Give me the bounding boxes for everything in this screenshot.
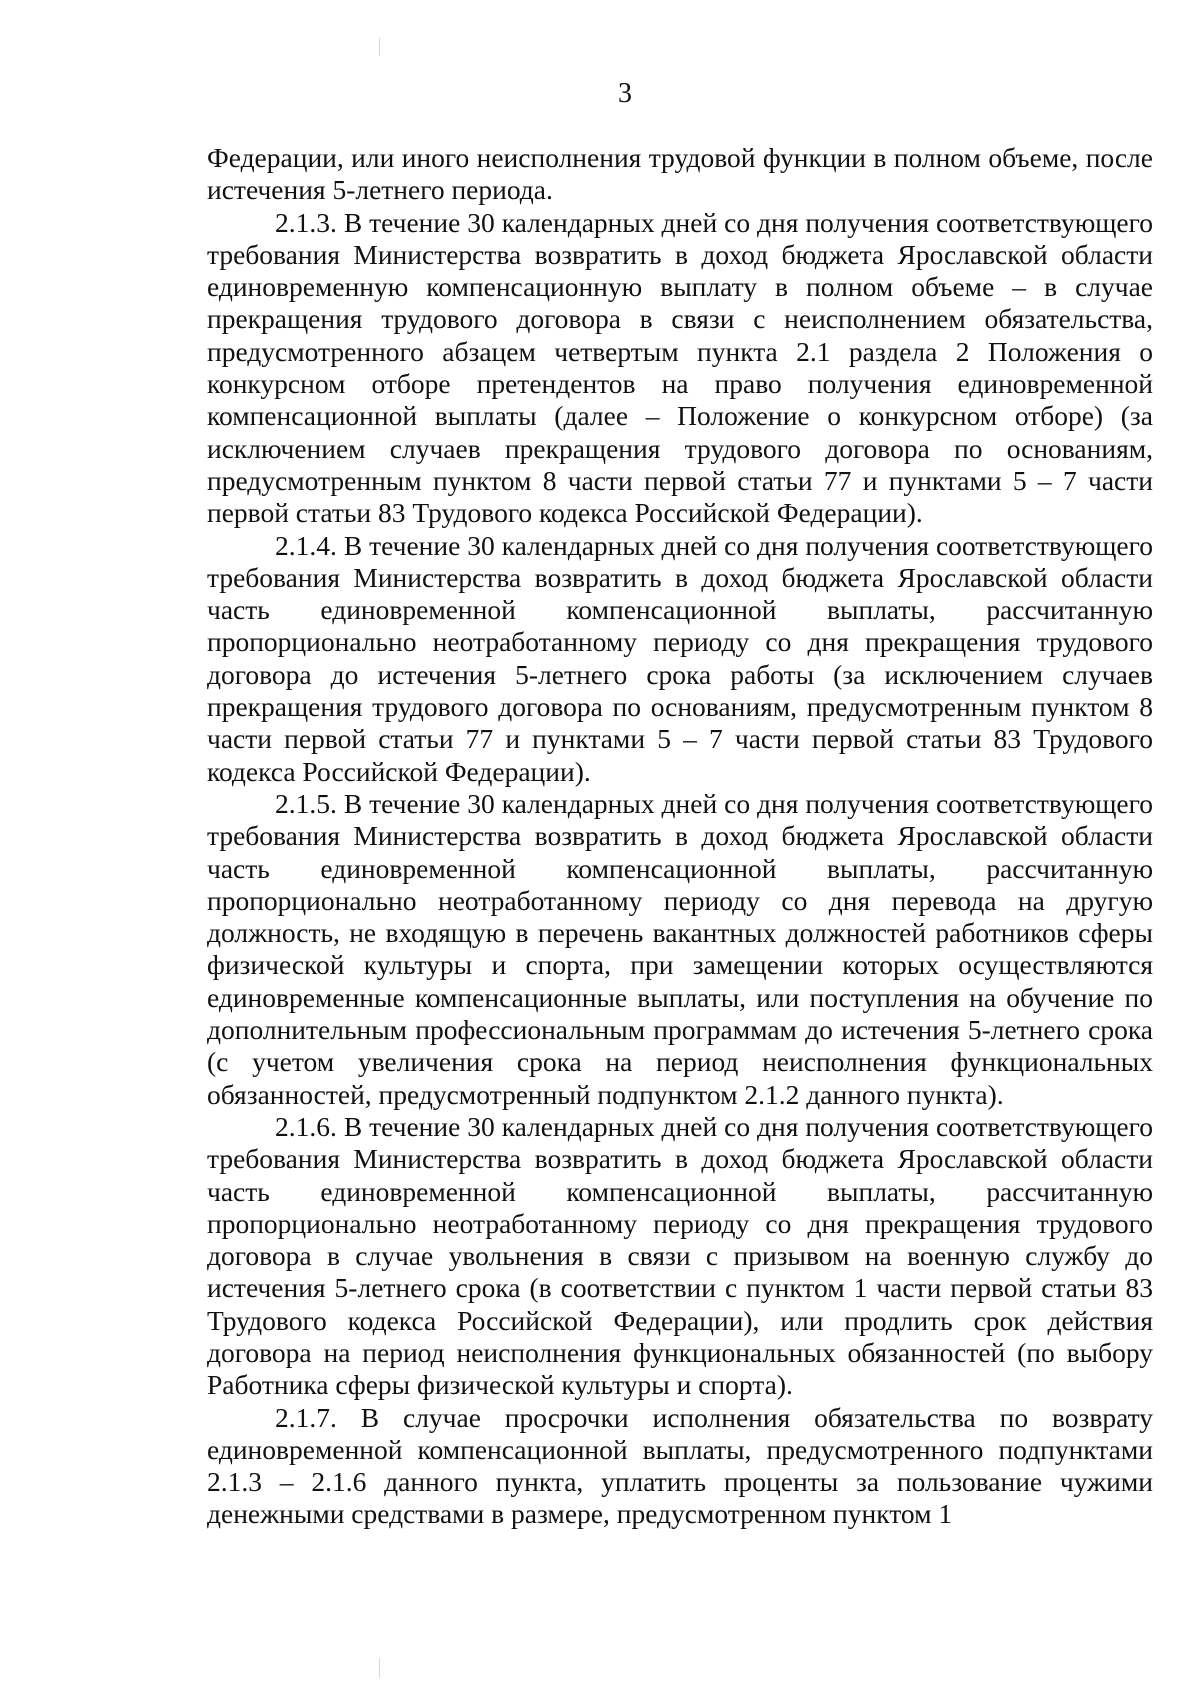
scan-artifact-bottom [379, 1658, 380, 1678]
paragraph-item-2-1-7: 2.1.7. В случае просрочки исполнения обязательства по возврату единовременной компенсационной выплаты, предусмотренного подпунктами 2.1.3 – 2.1.6 данного пункта, уплатить проценты за пользование чужими денежными средствами в размере, предусмотренном пунктом 1 [207, 1401, 1153, 1530]
paragraph-item-2-1-5: 2.1.5. В течение 30 календарных дней со дня получения соответствующего требования Министерства возвратить в доход бюджета Ярославской области часть единовременной компенсационной выплаты, рассчитанную пропорционально неотработанному периоду со дня перевода на другую должность, не входящую в перечень вакантных должностей работников сферы физической культуры и спорта, при замещении которых осуществляются единовременные компенсационные выплаты, или поступления на обучение по дополнительным профессиональным программам до истечения 5-летнего срока (с учетом увеличения срока на период неисполнения функциональных обязанностей, предусмотренный подпунктом 2.1.2 данного пункта). [207, 787, 1153, 1110]
paragraph-item-2-1-3: 2.1.3. В течение 30 календарных дней со дня получения соответствующего требования Министерства возвратить в доход бюджета Ярославской области единовременную компенсационную выплату в полном объеме – в случае прекращения трудового договора в связи с неисполнением обязательства, предусмотренного абзацем четвертым пункта 2.1 раздела 2 Положения о конкурсном отборе претендентов на право получения единовременной компенсационной выплаты (далее – Положение о конкурсном отборе) (за исключением случаев прекращения трудового договора по основаниям, предусмотренным пунктом 8 части первой статьи 77 и пунктами 5 – 7 части первой статьи 83 Трудового кодекса Российской Федерации). [207, 206, 1153, 529]
page-number: 3 [618, 78, 632, 109]
document-body [207, 142, 1153, 1531]
scan-artifact-top [379, 38, 380, 56]
paragraph-continuation: Федерации, или иного неисполнения трудовой функции в полном объеме, после истечения 5-летнего периода. [207, 142, 1153, 206]
paragraph-item-2-1-4: 2.1.4. В течение 30 календарных дней со дня получения соответствующего требования Министерства возвратить в доход бюджета Ярославской области часть единовременной компенсационной выплаты, рассчитанную пропорционально неотработанному периоду со дня прекращения трудового договора до истечения 5-летнего срока работы (за исключением случаев прекращения трудового договора по основаниям, предусмотренным пунктом 8 части первой статьи 77 и пунктами 5 – 7 части первой статьи 83 Трудового кодекса Российской Федерации). [207, 529, 1153, 787]
paragraph-item-2-1-6: 2.1.6. В течение 30 календарных дней со дня получения соответствующего требования Министерства возвратить в доход бюджета Ярославской области часть единовременной компенсационной выплаты, рассчитанную пропорционально неотработанному периоду со дня прекращения трудового договора в случае увольнения в связи с призывом на военную службу до истечения 5-летнего срока (в соответствии с пунктом 1 части первой статьи 83 Трудового кодекса Российской Федерации), или продлить срок действия договора на период неисполнения функциональных обязанностей (по выбору Работника сферы физической культуры и спорта). [207, 1110, 1153, 1401]
